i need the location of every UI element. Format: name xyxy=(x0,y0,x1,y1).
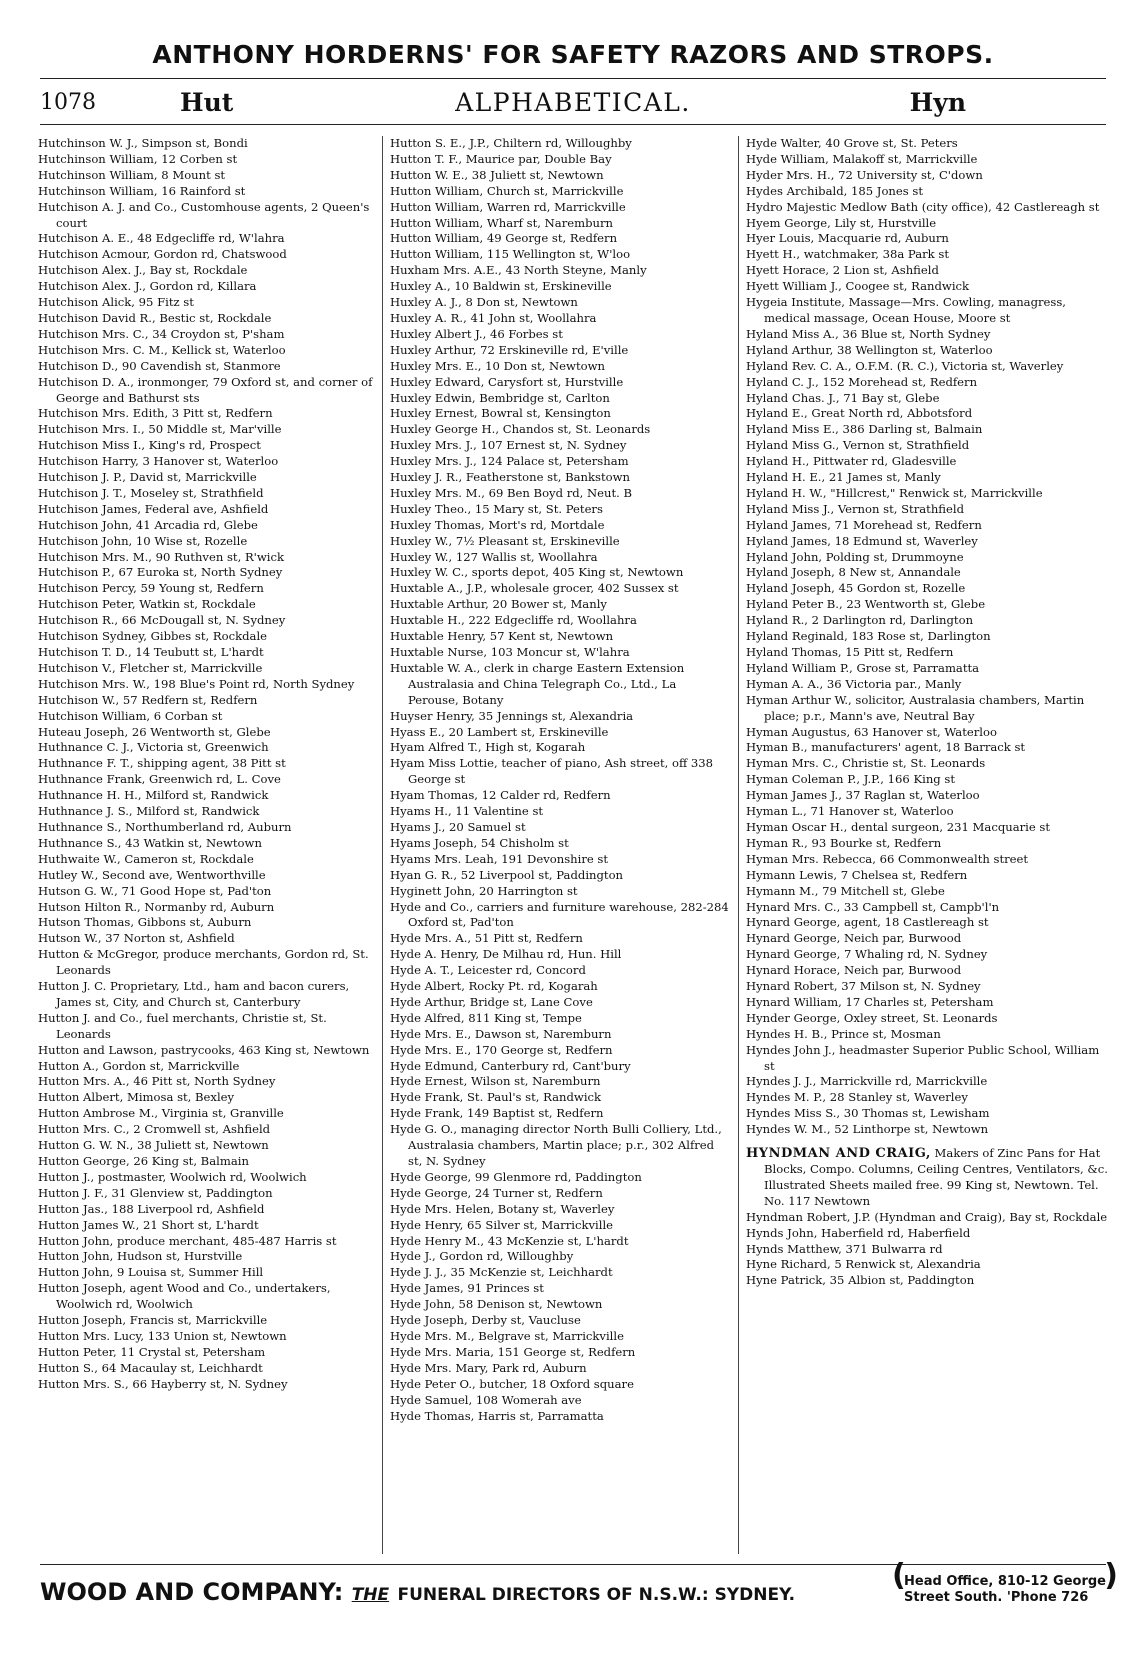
directory-entry: Hutton J. F., 31 Glenview st, Paddington xyxy=(38,1185,273,1200)
directory-entry: Hutton George, 26 King st, Balmain xyxy=(38,1154,249,1168)
directory-entry: Huxley A., 10 Baldwin st, Erskineville xyxy=(390,279,612,294)
directory-entry: Hutchison A. E., 48 Edgecliffe rd, W'lahra xyxy=(38,231,285,246)
directory-entry: Hyland Arthur, 38 Wellington st, Waterloo xyxy=(746,342,993,357)
directory-entry: Huxtable W. A., clerk in charge Eastern Extension Australasia and China Telegraph Co., Ltd., La Perouse, Botany xyxy=(390,660,685,707)
advert-name: HYNDMAN AND CRAIG, xyxy=(746,1146,931,1162)
directory-entry: Hyndes M. P., 28 Stanley st, Waverley xyxy=(746,1090,968,1105)
directory-entry: Hyde Walter, 40 Grove st, St. Peters xyxy=(746,136,958,150)
right-guide-word: Hyn xyxy=(909,88,966,117)
directory-entry: Hutchison Alex. J., Bay st, Rockdale xyxy=(38,263,248,278)
directory-entry: Hutchison T. D., 14 Teubutt st, L'hardt xyxy=(38,645,264,659)
directory-entry: Hyde Joseph, Derby st, Vaucluse xyxy=(390,1313,581,1328)
directory-entry: Hyndes J. J., Marrickville rd, Marrickville xyxy=(746,1074,988,1089)
directory-entry: Hyland James, 18 Edmund st, Waverley xyxy=(746,533,978,548)
directory-entry: Hyde Henry M., 43 McKenzie st, L'hardt xyxy=(390,1233,629,1248)
directory-entry: Huxley Mrs. J., 107 Ernest st, N. Sydney xyxy=(390,438,627,453)
directory-entry: Hyland James, 71 Morehead st, Redfern xyxy=(746,517,982,532)
directory-entry: Hydro Majestic Medlow Bath (city office), 42 Castlereagh st xyxy=(746,199,1100,214)
directory-entry: Hutchison Mrs. C. M., Kellick st, Waterloo xyxy=(38,342,286,357)
column-3-entries-after-advert xyxy=(746,1210,1108,1290)
directory-entry: Hyde Mrs. Mary, Park rd, Auburn xyxy=(390,1360,587,1375)
directory-entry: Hyde Thomas, Harris st, Parramatta xyxy=(390,1408,604,1423)
directory-entry: Hutton Mrs. C., 2 Cromwell st, Ashfield xyxy=(38,1122,271,1137)
directory-entry: Hutton Mrs. A., 46 Pitt st, North Sydney xyxy=(38,1074,276,1089)
directory-entry: Hyman A. A., 36 Victoria par., Manly xyxy=(746,676,962,691)
directory-entry: Hyman Coleman P., J.P., 166 King st xyxy=(746,772,956,787)
directory-entry: Hygeia Institute, Massage—Mrs. Cowling, managress, medical massage, Ocean House, Moore st xyxy=(746,295,1066,325)
directory-entry: Hutchison J. T., Moseley st, Strathfield xyxy=(38,485,264,500)
directory-entry: Hynard William, 17 Charles st, Petersham xyxy=(746,994,994,1009)
directory-entry: Hyams Joseph, 54 Chisholm st xyxy=(390,835,569,850)
directory-entry: Hutton Mrs. S., 66 Hayberry st, N. Sydney xyxy=(38,1376,288,1391)
directory-entry: Hyde William, Malakoff st, Marrickville xyxy=(746,151,978,166)
directory-entry: Hyde Mrs. Maria, 151 George st, Redfern xyxy=(390,1344,636,1359)
directory-entry: Hutton & McGregor, produce merchants, Gordon rd, St. Leonards xyxy=(38,947,369,978)
directory-entry: Hutton John, Hudson st, Hurstville xyxy=(38,1249,243,1264)
directory-entry: Hyett Horace, 2 Lion st, Ashfield xyxy=(746,263,939,278)
directory-entry: Hutson G. W., 71 Good Hope st, Pad'ton xyxy=(38,883,272,898)
directory-entry: Hyam Miss Lottie, teacher of piano, Ash street, off 338 George st xyxy=(390,756,714,787)
top-banner-advert: ANTHONY HORDERNS' FOR SAFETY RAZORS AND STROPS. xyxy=(152,40,994,69)
directory-entry: Hyman Arthur W., solicitor, Australasia chambers, Martin place; p.r., Mann's ave, Neutral Bay xyxy=(746,692,1085,723)
directory-entry: Hynard Horace, Neich par, Burwood xyxy=(746,963,962,978)
bottom-banner-advert xyxy=(40,1558,1118,1614)
directory-entry: Hyman B., manufacturers' agent, 18 Barrack st xyxy=(746,740,1026,755)
directory-entry: Hyan G. R., 52 Liverpool st, Paddington xyxy=(390,867,624,882)
directory-entry: Hutchison Peter, Watkin st, Rockdale xyxy=(38,597,256,612)
directory-entry: Hutchison Harry, 3 Hanover st, Waterloo xyxy=(38,454,279,469)
directory-entry: Hyde A. T., Leicester rd, Concord xyxy=(390,963,586,978)
directory-entry: Hyman Mrs. C., Christie st, St. Leonards xyxy=(746,756,986,771)
directory-entry: Huthnance F. T., shipping agent, 38 Pitt st xyxy=(38,756,286,771)
directory-entry: Hutton James W., 21 Short st, L'hardt xyxy=(38,1217,259,1232)
directory-entry: Huxley J. R., Featherstone st, Bankstown xyxy=(390,470,631,485)
directory-entry: Hyland R., 2 Darlington rd, Darlington xyxy=(746,613,974,628)
directory-entry: Hutton J., postmaster, Woolwich rd, Woolwich xyxy=(38,1169,307,1184)
directory-entry: Hutchison Acmour, Gordon rd, Chatswood xyxy=(38,247,287,262)
directory-entry: Huthnance S., Northumberland rd, Auburn xyxy=(38,819,292,834)
running-head xyxy=(40,88,1106,122)
column-divider xyxy=(382,136,383,1554)
directory-entry: Hutton S. E., J.P., Chiltern rd, Willoughby xyxy=(390,136,632,150)
advert-hyndman-craig xyxy=(746,1146,1108,1210)
directory-entry: Hyams Mrs. Leah, 191 Devonshire st xyxy=(390,851,609,866)
header-rule xyxy=(40,124,1106,125)
directory-entry: Hyde Mrs. A., 51 Pitt st, Redfern xyxy=(390,931,583,946)
directory-entry: Hutton Albert, Mimosa st, Bexley xyxy=(38,1090,235,1105)
directory-entry: Hutchison Mrs. M., 90 Ruthven st, R'wick xyxy=(38,549,285,564)
directory-entry: Hutchison Mrs. W., 198 Blue's Point rd, North Sydney xyxy=(38,676,355,691)
directory-entry: Huxley Mrs. J., 124 Palace st, Petersham xyxy=(390,454,629,469)
directory-entry: Hyde Mrs. Helen, Botany st, Waverley xyxy=(390,1201,615,1216)
directory-entry: Huxtable Nurse, 103 Moncur st, W'lahra xyxy=(390,645,630,659)
directory-entry: Hyem George, Lily st, Hurstville xyxy=(746,215,937,230)
directory-entry: Hutson W., 37 Norton st, Ashfield xyxy=(38,931,235,946)
directory-entry: Hutton W. E., 38 Juliett st, Newtown xyxy=(390,167,604,182)
directory-entry: Hutton William, 49 George st, Redfern xyxy=(390,231,618,246)
directory-entry: Hyndes H. B., Prince st, Mosman xyxy=(746,1026,941,1041)
directory-entry: Hutchison D. A., ironmonger, 79 Oxford st, and corner of George and Bathurst sts xyxy=(38,374,373,405)
directory-entry: Hyde Edmund, Canterbury rd, Cant'bury xyxy=(390,1058,631,1073)
directory-entry: Hyams J., 20 Samuel st xyxy=(390,819,526,834)
directory-entry: Huxley Arthur, 72 Erskineville rd, E'ville xyxy=(390,342,629,357)
directory-entry: Hyman R., 93 Bourke st, Redfern xyxy=(746,835,942,850)
directory-entry: Hyman L., 71 Hanover st, Waterloo xyxy=(746,804,954,819)
directory-entry: Huxham Mrs. A.E., 43 North Steyne, Manly xyxy=(390,263,647,278)
directory-entry: Hyland Miss G., Vernon st, Strathfield xyxy=(746,438,970,453)
directory-entry: Hyde John, 58 Denison st, Newtown xyxy=(390,1297,603,1312)
directory-entry: Huxley Edwin, Bembridge st, Carlton xyxy=(390,390,610,405)
directory-entry: Hyde Frank, St. Paul's st, Randwick xyxy=(390,1090,602,1105)
footer-the: THE xyxy=(351,1585,390,1605)
directory-entry: Hyland John, Polding st, Drummoyne xyxy=(746,549,964,564)
directory-entry: Hyland Chas. J., 71 Bay st, Glebe xyxy=(746,390,940,405)
directory-entry: Hyndes John J., headmaster Superior Public School, William st xyxy=(746,1042,1100,1073)
directory-entry: Huxley Thomas, Mort's rd, Mortdale xyxy=(390,517,605,532)
directory-entry: Hutton and Lawson, pastrycooks, 463 King st, Newtown xyxy=(38,1042,370,1057)
directory-entry: Hutchinson W. J., Simpson st, Bondi xyxy=(38,136,248,150)
directory-entry: Hyland Miss J., Vernon st, Strathfield xyxy=(746,501,965,516)
directory-entry: Hyland Joseph, 8 New st, Annandale xyxy=(746,565,961,580)
directory-entry: Huxley Mrs. E., 10 Don st, Newtown xyxy=(390,358,605,373)
directory-entry: Hyland Reginald, 183 Rose st, Darlington xyxy=(746,629,991,644)
directory-entry: Hyde Frank, 149 Baptist st, Redfern xyxy=(390,1106,604,1121)
directory-entry: Hutton John, produce merchant, 485-487 Harris st xyxy=(38,1233,337,1248)
directory-entry: Hyndes W. M., 52 Linthorpe st, Newtown xyxy=(746,1122,989,1137)
directory-entry: Huthwaite W., Cameron st, Rockdale xyxy=(38,851,254,866)
directory-entry: Huxtable Arthur, 20 Bower st, Manly xyxy=(390,597,607,612)
directory-entry: Hutton Joseph, Francis st, Marrickville xyxy=(38,1313,268,1328)
directory-entry: Hutley W., Second ave, Wentworthville xyxy=(38,867,266,882)
directory-entry: Hyndman Robert, J.P. (Hyndman and Craig), Bay st, Rockdale xyxy=(746,1209,1108,1224)
directory-entry: Hyass E., 20 Lambert st, Erskineville xyxy=(390,724,609,739)
directory-entry: Hyam Alfred T., High st, Kogarah xyxy=(390,740,586,755)
directory-entry: Hyde Henry, 65 Silver st, Marrickville xyxy=(390,1217,614,1232)
column-divider xyxy=(738,136,739,1554)
directory-entry: Hyman James J., 37 Raglan st, Waterloo xyxy=(746,788,980,803)
directory-entry: Hynard George, agent, 18 Castlereagh st xyxy=(746,915,989,930)
directory-entry: Hynard Mrs. C., 33 Campbell st, Campb'l'n xyxy=(746,899,1000,914)
directory-entry: Hutchison Percy, 59 Young st, Redfern xyxy=(38,581,264,596)
directory-entry: Hyde Arthur, Bridge st, Lane Cove xyxy=(390,994,593,1009)
directory-entry: Hutton J. C. Proprietary, Ltd., ham and bacon curers, James st, City, and Church st, Canterbury xyxy=(38,979,350,1009)
directory-entry: Huxley Mrs. M., 69 Ben Boyd rd, Neut. B xyxy=(390,485,633,500)
directory-entry: Hutton Joseph, agent Wood and Co., undertakers, Woolwich rd, Woolwich xyxy=(38,1281,331,1312)
directory-entry: Hutton J. and Co., fuel merchants, Christie st, St. Leonards xyxy=(38,1010,327,1041)
directory-entry: Hutchison Alex. J., Gordon rd, Killara xyxy=(38,279,257,294)
directory-entry: Huxley Edward, Carysfort st, Hurstville xyxy=(390,374,624,389)
directory-entry: Hyde Mrs. M., Belgrave st, Marrickville xyxy=(390,1328,624,1343)
directory-entry: Huxley W., 127 Wallis st, Woollahra xyxy=(390,549,598,564)
directory-entry: Hyett H., watchmaker, 38a Park st xyxy=(746,247,949,262)
directory-entry: Huxley W. C., sports depot, 405 King st, Newtown xyxy=(390,565,684,580)
directory-entry: Hyland Thomas, 15 Pitt st, Redfern xyxy=(746,645,954,659)
directory-entry: Hutton Peter, 11 Crystal st, Petersham xyxy=(38,1344,266,1359)
directory-entry: Hyde George, 99 Glenmore rd, Paddington xyxy=(390,1169,642,1184)
footer-main-text xyxy=(40,1578,795,1606)
directory-entry: Hutchison R., 66 McDougall st, N. Sydney xyxy=(38,613,286,628)
directory-entry: Hyams H., 11 Valentine st xyxy=(390,804,544,819)
directory-entry: Hydes Archibald, 185 Jones st xyxy=(746,183,924,198)
directory-entry: Huxley Albert J., 46 Forbes st xyxy=(390,326,563,341)
directory-entry: Hyland Joseph, 45 Gordon st, Rozelle xyxy=(746,581,966,596)
footer-address-line-1: Head Office, 810-12 George xyxy=(904,1574,1106,1589)
directory-entry: Huthnance J. S., Milford st, Randwick xyxy=(38,804,260,819)
directory-entry: Huxtable H., 222 Edgecliffe rd, Woollahra xyxy=(390,613,637,628)
directory-entry: Hutchison Sydney, Gibbes st, Rockdale xyxy=(38,629,268,644)
page-number: 1078 xyxy=(40,90,96,115)
directory-entry: Hyland C. J., 152 Morehead st, Redfern xyxy=(746,374,978,389)
footer-address-line-2: Street South. 'Phone 726 xyxy=(904,1590,1089,1605)
directory-entry: Huthnance S., 43 Watkin st, Newtown xyxy=(38,835,262,850)
directory-entry: Hutton William, 115 Wellington st, W'loo xyxy=(390,247,631,262)
directory-entry: Hutchison John, 10 Wise st, Rozelle xyxy=(38,533,248,548)
directory-entry: Hutton Jas., 188 Liverpool rd, Ashfield xyxy=(38,1201,265,1216)
directory-entry: Hyland Miss A., 36 Blue st, North Sydney xyxy=(746,326,991,341)
left-guide-word: Hut xyxy=(180,88,234,117)
directory-entry: Hyer Louis, Macquarie rd, Auburn xyxy=(746,231,949,246)
directory-entry: Hyder Mrs. H., 72 University st, C'down xyxy=(746,167,983,182)
directory-entry: Huxtable Henry, 57 Kent st, Newtown xyxy=(390,629,614,644)
directory-entry: Hyne Richard, 5 Renwick st, Alexandria xyxy=(746,1257,981,1272)
directory-entry: Huxtable A., J.P., wholesale grocer, 402 Sussex st xyxy=(390,581,679,596)
directory-entry: Hyman Augustus, 63 Hanover st, Waterloo xyxy=(746,724,997,739)
directory-entry: Hynard Robert, 37 Milson st, N. Sydney xyxy=(746,979,981,994)
directory-entry: Hyam Thomas, 12 Calder rd, Redfern xyxy=(390,788,611,803)
directory-entry: Hyland H. W., "Hillcrest," Renwick st, Marrickville xyxy=(746,485,1043,500)
directory-entry: Huteau Joseph, 26 Wentworth st, Glebe xyxy=(38,724,271,739)
directory-entry: Hutton Mrs. Lucy, 133 Union st, Newtown xyxy=(38,1328,287,1343)
directory-entry: Hyman Oscar H., dental surgeon, 231 Macquarie st xyxy=(746,819,1051,834)
directory-entry: Hyginett John, 20 Harrington st xyxy=(390,883,578,898)
directory-entry: Hynds Matthew, 371 Bulwarra rd xyxy=(746,1241,943,1256)
directory-entry: Hutton A., Gordon st, Marrickville xyxy=(38,1058,240,1073)
directory-entry: Hyland Peter B., 23 Wentworth st, Glebe xyxy=(746,597,986,612)
directory-entry: Hyland William P., Grose st, Parramatta xyxy=(746,660,980,675)
directory-entry: Hutton Ambrose M., Virginia st, Granville xyxy=(38,1106,284,1121)
top-rule xyxy=(40,78,1106,79)
directory-entry: Huthnance C. J., Victoria st, Greenwich xyxy=(38,740,269,755)
directory-entry: Hutton William, Wharf st, Naremburn xyxy=(390,215,613,230)
directory-entry: Hyland Miss E., 386 Darling st, Balmain xyxy=(746,422,983,437)
directory-entry: Hyman Mrs. Rebecca, 66 Commonwealth street xyxy=(746,851,1029,866)
directory-entry: Hyde J., Gordon rd, Willoughby xyxy=(390,1249,574,1264)
directory-entry: Huxley George H., Chandos st, St. Leonards xyxy=(390,422,651,437)
directory-entry: Hyde and Co., carriers and furniture warehouse, 282-284 Oxford st, Pad'ton xyxy=(390,899,729,930)
directory-entry: Hyde Samuel, 108 Womerah ave xyxy=(390,1392,582,1407)
directory-entry: Hyde G. O., managing director North Bulli Colliery, Ltd., Australasia chambers, Martin place; p.r., 302 Alfred st, N. Sydney xyxy=(390,1122,722,1168)
directory-entry: Huxley W., 7½ Pleasant st, Erskineville xyxy=(390,533,620,548)
directory-entry: Hutchison William, 6 Corban st xyxy=(38,708,223,723)
directory-entry: Hutchison Mrs. I., 50 Middle st, Mar'ville xyxy=(38,422,282,437)
directory-entry: Hutchison D., 90 Cavendish st, Stanmore xyxy=(38,358,281,373)
directory-entry: Hutchison Alick, 95 Fitz st xyxy=(38,295,194,310)
directory-entry: Hutton G. W. N., 38 Juliett st, Newtown xyxy=(38,1138,269,1153)
directory-entry: Hyde J. J., 35 McKenzie st, Leichhardt xyxy=(390,1265,613,1280)
directory-entry: Huxley Theo., 15 Mary st, St. Peters xyxy=(390,501,603,516)
directory-entry: Hutton John, 9 Louisa st, Summer Hill xyxy=(38,1265,264,1280)
directory-entry: Hutton William, Church st, Marrickville xyxy=(390,183,624,198)
directory-entry: Hynds John, Haberfield rd, Haberfield xyxy=(746,1225,971,1240)
directory-entry: Huxley A. R., 41 John st, Woollahra xyxy=(390,310,597,325)
directory-entry: Hutchison James, Federal ave, Ashfield xyxy=(38,501,269,516)
directory-entry: Hyland Rev. C. A., O.F.M. (R. C.), Victoria st, Waverley xyxy=(746,358,1064,373)
directory-entry: Hutchison Mrs. C., 34 Croydon st, P'sham xyxy=(38,326,285,341)
directory-entry: Hynard George, Neich par, Burwood xyxy=(746,931,962,946)
advert-text: Makers of Zinc Pans for Hat Blocks, Compo. Columns, Ceiling Centres, Ventilators, &c. Illustrated Sheets mailed free. 99 King st, Newtown. Tel. No. 117 Newtown xyxy=(764,1146,1108,1208)
directory-entry: Hyland H. E., 21 James st, Manly xyxy=(746,470,941,485)
directory-entry: Hutchison John, 41 Arcadia rd, Glebe xyxy=(38,517,258,532)
directory-entry: Hynard George, 7 Whaling rd, N. Sydney xyxy=(746,947,988,962)
footer-address: ( Head Office, 810-12 George Street South. 'Phone 726 ) xyxy=(892,1558,1118,1605)
directory-columns xyxy=(38,136,1108,1554)
directory-entry: Hyland E., Great North rd, Abbotsford xyxy=(746,406,973,421)
directory-entry: Hymann Lewis, 7 Chelsea st, Redfern xyxy=(746,867,968,882)
directory-entry: Huxley Ernest, Bowral st, Kensington xyxy=(390,406,611,421)
directory-entry: Hutchison V., Fletcher st, Marrickville xyxy=(38,660,263,675)
column-2 xyxy=(390,136,730,1554)
directory-entry: Huyser Henry, 35 Jennings st, Alexandria xyxy=(390,708,634,723)
directory-entry: Huxley A. J., 8 Don st, Newtown xyxy=(390,295,578,310)
page-title: ALPHABETICAL. xyxy=(455,88,691,117)
directory-entry: Hyndes Miss S., 30 Thomas st, Lewisham xyxy=(746,1106,990,1121)
directory-entry: Hutchison W., 57 Redfern st, Redfern xyxy=(38,692,258,707)
directory-entry: Hutchinson William, 8 Mount st xyxy=(38,167,226,182)
directory-entry: Hutson Thomas, Gibbons st, Auburn xyxy=(38,915,252,930)
directory-entry: Hutchison J. P., David st, Marrickville xyxy=(38,470,257,485)
directory-entry: Hutton William, Warren rd, Marrickville xyxy=(390,199,626,214)
directory-entry: Hutchinson William, 12 Corben st xyxy=(38,151,238,166)
directory-entry: Hutchison P., 67 Euroka st, North Sydney xyxy=(38,565,283,580)
directory-entry: Hutchison A. J. and Co., Customhouse agents, 2 Queen's court xyxy=(38,199,370,230)
directory-entry: Hyde Peter O., butcher, 18 Oxford square xyxy=(390,1376,634,1391)
directory-entry: Hutchinson William, 16 Rainford st xyxy=(38,183,246,198)
directory-entry: Hutton S., 64 Macaulay st, Leichhardt xyxy=(38,1360,263,1375)
directory-entry: Huthnance Frank, Greenwich rd, L. Cove xyxy=(38,772,281,787)
footer-tagline: FUNERAL DIRECTORS OF N.S.W.: SYDNEY. xyxy=(397,1585,796,1605)
directory-entry: Hymann M., 79 Mitchell st, Glebe xyxy=(746,883,945,898)
footer-company: WOOD AND COMPANY: xyxy=(40,1578,344,1606)
directory-entry: Hyde Albert, Rocky Pt. rd, Kogarah xyxy=(390,979,598,994)
directory-entry: Hutchison David R., Bestic st, Rockdale xyxy=(38,310,272,325)
directory-entry: Hyde James, 91 Princes st xyxy=(390,1281,544,1296)
directory-entry: Hutchison Miss I., King's rd, Prospect xyxy=(38,438,261,453)
column-3 xyxy=(746,136,1108,1554)
column-1 xyxy=(38,136,374,1554)
directory-entry: Hutchison Mrs. Edith, 3 Pitt st, Redfern xyxy=(38,406,273,421)
directory-entry: Hutton T. F., Maurice par, Double Bay xyxy=(390,151,612,166)
directory-entry: Hyde Alfred, 811 King st, Tempe xyxy=(390,1010,582,1025)
directory-entry: Hyne Patrick, 35 Albion st, Paddington xyxy=(746,1273,975,1288)
directory-entry: Hyde Ernest, Wilson st, Naremburn xyxy=(390,1074,601,1089)
directory-entry: Huthnance H. H., Milford st, Randwick xyxy=(38,788,269,803)
directory-entry: Hyde Mrs. E., Dawson st, Naremburn xyxy=(390,1026,612,1041)
directory-entry: Hyde A. Henry, De Milhau rd, Hun. Hill xyxy=(390,947,622,962)
directory-entry: Hyde Mrs. E., 170 George st, Redfern xyxy=(390,1042,613,1057)
directory-entry: Hutson Hilton R., Normanby rd, Auburn xyxy=(38,899,275,914)
directory-entry: Hyland H., Pittwater rd, Gladesville xyxy=(746,454,957,469)
directory-entry: Hynder George, Oxley street, St. Leonards xyxy=(746,1010,998,1025)
directory-entry: Hyett William J., Coogee st, Randwick xyxy=(746,279,970,294)
footer-rule xyxy=(40,1564,1106,1565)
directory-entry: Hyde George, 24 Turner st, Redfern xyxy=(390,1185,603,1200)
column-3-entries xyxy=(746,136,1108,1138)
